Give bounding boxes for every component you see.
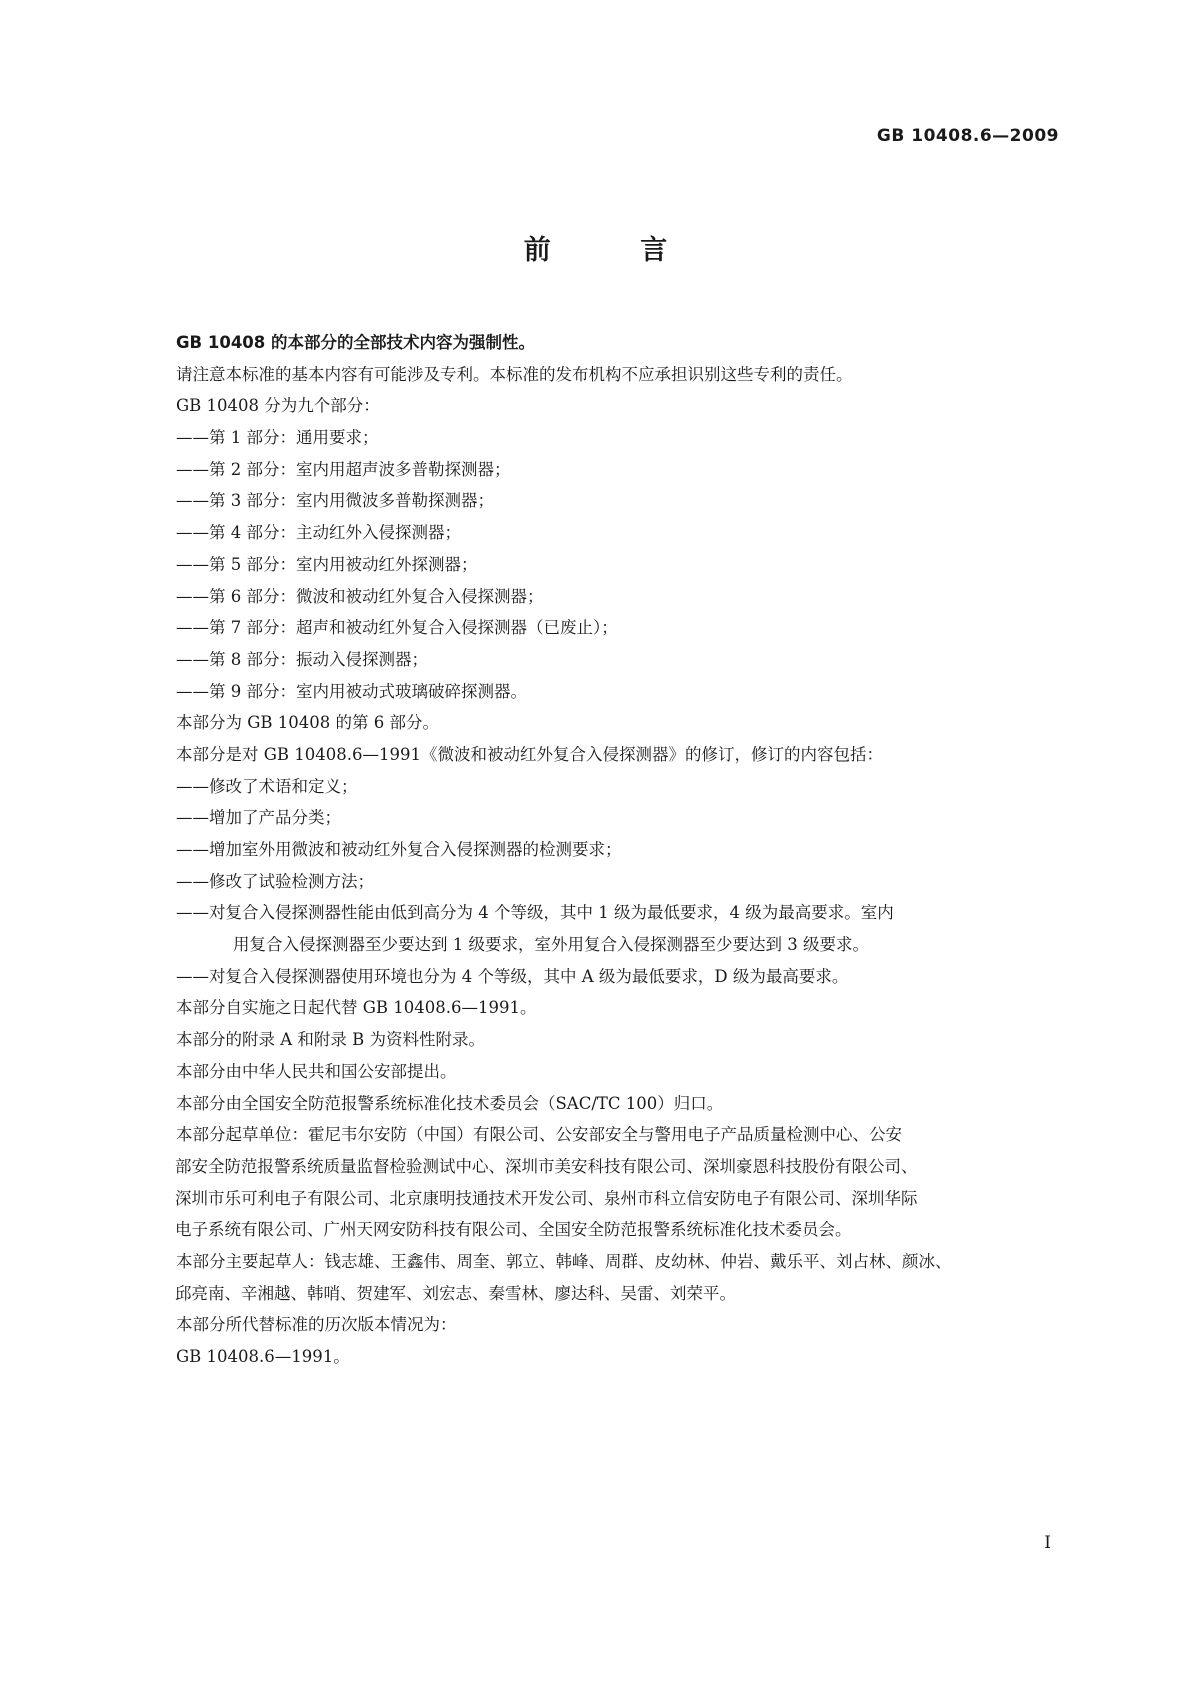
revision-item-5-continued: 用复合入侵探测器至少要达到 1 级要求，室外用复合入侵探测器至少要达到 3 级要求。 bbox=[233, 935, 869, 955]
drafters-line-1: 本部分主要起草人：钱志雄、王鑫伟、周奎、郭立、韩峰、周群、皮幼林、仲岩、戴乐平、刘占林、颜冰、 bbox=[176, 1251, 952, 1271]
previous-version-item: GB 10408.6—1991。 bbox=[176, 1347, 350, 1366]
mandatory-statement: GB 10408 的本部分的全部技术内容为强制性。 bbox=[176, 333, 536, 352]
foreword-body bbox=[176, 327, 1060, 1373]
part-item-2: ——第 2 部分：室内用超声波多普勒探测器； bbox=[176, 459, 511, 479]
page-number: I bbox=[1044, 1533, 1051, 1553]
part-item-7: ——第 7 部分：超声和被动红外复合入侵探测器（已废止）； bbox=[176, 618, 618, 638]
revision-item-6: ——对复合入侵探测器使用环境也分为 4 个等级，其中 A 级为最低要求，D 级为最高要求。 bbox=[176, 966, 849, 986]
part-item-3: ——第 3 部分：室内用微波多普勒探测器； bbox=[176, 491, 494, 511]
drafting-units-line-4: 电子系统有限公司、广州天网安防科技有限公司、全国安全防范报警系统标准化技术委员会。 bbox=[175, 1220, 852, 1240]
part-item-4: ——第 4 部分：主动红外入侵探测器； bbox=[176, 523, 461, 543]
centralized-statement: 本部分由全国安全防范报警系统标准化技术委员会（SAC/TC 100）归口。 bbox=[176, 1093, 724, 1113]
revision-item-1: ——修改了术语和定义； bbox=[176, 776, 358, 796]
page-title: 前 言 bbox=[523, 235, 708, 266]
part-item-8: ——第 8 部分：振动入侵探测器； bbox=[176, 649, 428, 669]
annex-statement: 本部分的附录 A 和附录 B 为资料性附录。 bbox=[176, 1030, 486, 1050]
revision-item-2: ——增加了产品分类； bbox=[176, 808, 341, 828]
replacement-statement: 本部分自实施之日起代替 GB 10408.6—1991。 bbox=[176, 998, 537, 1018]
part-item-5: ——第 5 部分：室内用被动红外探测器； bbox=[176, 554, 478, 574]
proposer-statement: 本部分由中华人民共和国公安部提出。 bbox=[176, 1061, 457, 1081]
revision-intro: 本部分是对 GB 10408.6—1991《微波和被动红外复合入侵探测器》的修订，修订的内容包括： bbox=[176, 744, 884, 764]
drafting-units-line-2: 部安全防范报警系统质量监督检验测试中心、深圳市美安科技有限公司、深圳豪恩科技股份有限公司、 bbox=[175, 1156, 918, 1176]
previous-versions-intro: 本部分所代替标准的历次版本情况为： bbox=[176, 1315, 457, 1335]
part-item-9: ——第 9 部分：室内用被动式玻璃破碎探测器。 bbox=[176, 681, 527, 701]
standard-number: GB 10408.6—2009 bbox=[876, 126, 1059, 146]
revision-item-5: ——对复合入侵探测器性能由低到高分为 4 个等级，其中 1 级为最低要求，4 级为最高要求。室内 bbox=[176, 903, 894, 923]
drafters-line-2: 邱亮南、辛湘越、韩哨、贺建军、刘宏志、秦雪林、廖达科、吴雷、刘荣平。 bbox=[175, 1283, 736, 1303]
patent-notice: 请注意本标准的基本内容有可能涉及专利。本标准的发布机构不应承担识别这些专利的责任。 bbox=[176, 364, 853, 384]
part-item-6: ——第 6 部分：微波和被动红外复合入侵探测器； bbox=[176, 586, 544, 606]
drafting-units-line-3: 深圳市乐可利电子有限公司、北京康明技通技术开发公司、泉州市科立信安防电子有限公司、深圳华际 bbox=[175, 1188, 918, 1208]
revision-item-4: ——修改了试验检测方法； bbox=[176, 871, 374, 891]
parts-intro: GB 10408 分为九个部分： bbox=[176, 396, 380, 416]
revision-item-3: ——增加室外用微波和被动红外复合入侵探测器的检测要求； bbox=[176, 840, 622, 859]
drafting-units-line-1: 本部分起草单位：霍尼韦尔安防（中国）有限公司、公安部安全与警用电子产品质量检测中心、公安 bbox=[176, 1125, 902, 1145]
part-item-1: ——第 1 部分：通用要求； bbox=[176, 428, 379, 448]
part-statement: 本部分为 GB 10408 的第 6 部分。 bbox=[176, 713, 440, 733]
